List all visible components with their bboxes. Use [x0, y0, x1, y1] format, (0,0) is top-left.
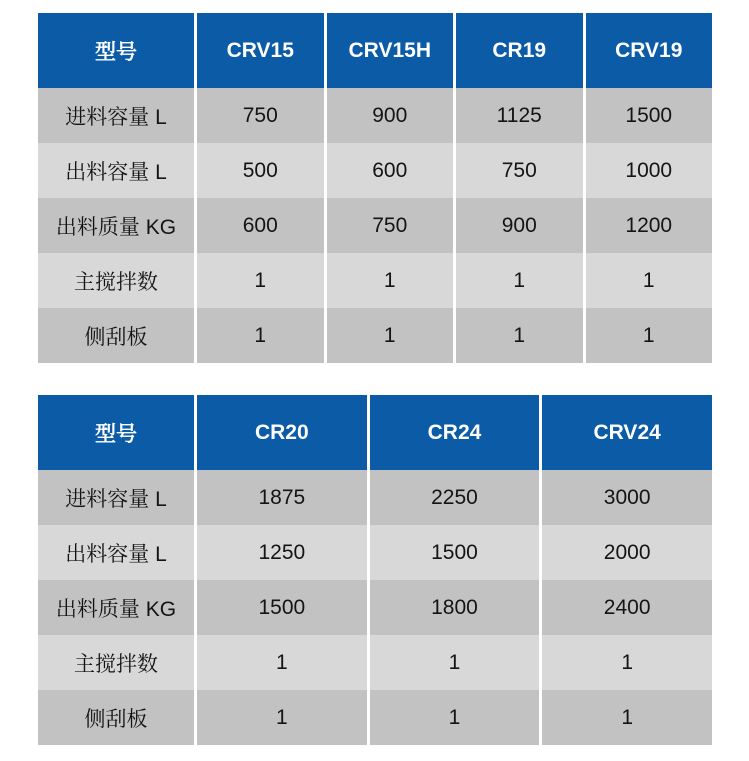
value-cell: 1	[194, 253, 324, 308]
header-cell-model: CR20	[194, 395, 367, 470]
value-cell: 1	[194, 308, 324, 363]
row-label-cell: 侧刮板	[38, 308, 194, 363]
row-label-cell: 出料容量 L	[38, 525, 194, 580]
header-cell-label: 型号	[38, 13, 194, 88]
value-cell: 1500	[194, 580, 367, 635]
table-row	[38, 143, 712, 198]
header-row	[38, 395, 712, 470]
row-label-cell: 主搅拌数	[38, 253, 194, 308]
row-label-cell: 进料容量 L	[38, 88, 194, 143]
table-row	[38, 635, 712, 690]
value-cell: 500	[194, 143, 324, 198]
value-cell: 1	[453, 253, 583, 308]
value-cell: 1875	[194, 470, 367, 525]
table-row	[38, 525, 712, 580]
value-cell: 1	[194, 690, 367, 745]
header-cell-model: CR19	[453, 13, 583, 88]
header-cell-label: 型号	[38, 395, 194, 470]
value-cell: 2400	[539, 580, 712, 635]
value-cell: 1500	[583, 88, 713, 143]
value-cell: 600	[194, 198, 324, 253]
value-cell: 1	[324, 253, 454, 308]
value-cell: 1500	[367, 525, 540, 580]
value-cell: 2250	[367, 470, 540, 525]
value-cell: 1	[194, 635, 367, 690]
value-cell: 1	[583, 253, 713, 308]
table-row	[38, 88, 712, 143]
row-label-cell: 出料容量 L	[38, 143, 194, 198]
header-row	[38, 13, 712, 88]
value-cell: 1000	[583, 143, 713, 198]
spec-table-large-models	[38, 395, 712, 745]
value-cell: 1	[453, 308, 583, 363]
table-row	[38, 580, 712, 635]
header-cell-model: CR24	[367, 395, 540, 470]
row-label-cell: 主搅拌数	[38, 635, 194, 690]
table-row	[38, 470, 712, 525]
value-cell: 1	[539, 690, 712, 745]
value-cell: 1125	[453, 88, 583, 143]
spec-table-small-models	[38, 13, 712, 363]
value-cell: 1	[583, 308, 713, 363]
value-cell: 1	[367, 690, 540, 745]
table-row	[38, 690, 712, 745]
value-cell: 750	[324, 198, 454, 253]
header-cell-model: CRV19	[583, 13, 713, 88]
value-cell: 1800	[367, 580, 540, 635]
row-label-cell: 侧刮板	[38, 690, 194, 745]
value-cell: 1250	[194, 525, 367, 580]
value-cell: 1	[539, 635, 712, 690]
value-cell: 1	[324, 308, 454, 363]
value-cell: 1	[367, 635, 540, 690]
header-cell-model: CRV24	[539, 395, 712, 470]
header-cell-model: CRV15	[194, 13, 324, 88]
value-cell: 1200	[583, 198, 713, 253]
table-row	[38, 253, 712, 308]
value-cell: 750	[453, 143, 583, 198]
value-cell: 600	[324, 143, 454, 198]
value-cell: 750	[194, 88, 324, 143]
value-cell: 900	[453, 198, 583, 253]
value-cell: 900	[324, 88, 454, 143]
row-label-cell: 出料质量 KG	[38, 580, 194, 635]
row-label-cell: 进料容量 L	[38, 470, 194, 525]
value-cell: 2000	[539, 525, 712, 580]
value-cell: 3000	[539, 470, 712, 525]
header-cell-model: CRV15H	[324, 13, 454, 88]
row-label-cell: 出料质量 KG	[38, 198, 194, 253]
table-row	[38, 308, 712, 363]
table-row	[38, 198, 712, 253]
